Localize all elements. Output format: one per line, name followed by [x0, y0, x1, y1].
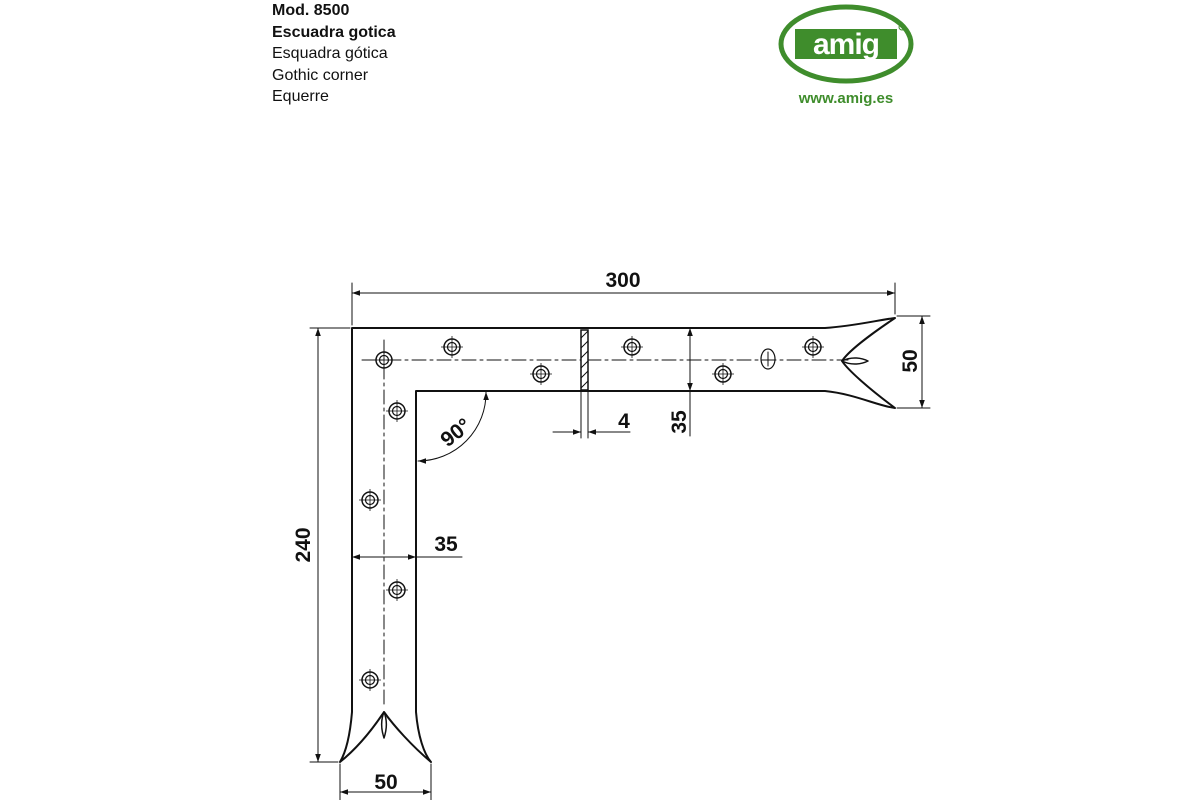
- product-name-fr: Equerre: [272, 88, 329, 105]
- screw-hole: [386, 579, 408, 601]
- product-name-pt: Esquadra gótica: [272, 45, 388, 62]
- tip-detail-right: [842, 358, 868, 364]
- product-name-es: Escuadra gotica: [272, 23, 396, 41]
- screw-hole: [359, 489, 381, 511]
- bracket-outline: [340, 318, 895, 762]
- screw-hole: [373, 349, 395, 371]
- screw-hole: [386, 400, 408, 422]
- dim-label-50-right: 50: [899, 349, 922, 373]
- dim-label-35-side: 35: [434, 533, 458, 556]
- screw-hole: [621, 336, 643, 358]
- model-number: Mod. 8500: [272, 2, 350, 19]
- dim-label-240: 240: [292, 527, 315, 563]
- dim-label-50-bottom: 50: [374, 771, 398, 794]
- screw-hole: [359, 669, 381, 691]
- website-url: www.amig.es: [798, 90, 894, 107]
- product-name-en: Gothic corner: [272, 66, 369, 84]
- screw-hole: [802, 336, 824, 358]
- screw-hole: [712, 363, 734, 385]
- tip-detail-bottom: [382, 712, 387, 738]
- screw-hole: [441, 336, 463, 358]
- dim-label-4: 4: [618, 410, 630, 433]
- dim-label-35-top: 35: [668, 410, 691, 434]
- dim-label-90: 90°: [436, 414, 476, 452]
- screw-hole: [530, 363, 552, 385]
- dim-label-300: 300: [605, 269, 641, 292]
- svg-text:amig: amig: [812, 28, 880, 61]
- section-cut: [581, 330, 588, 390]
